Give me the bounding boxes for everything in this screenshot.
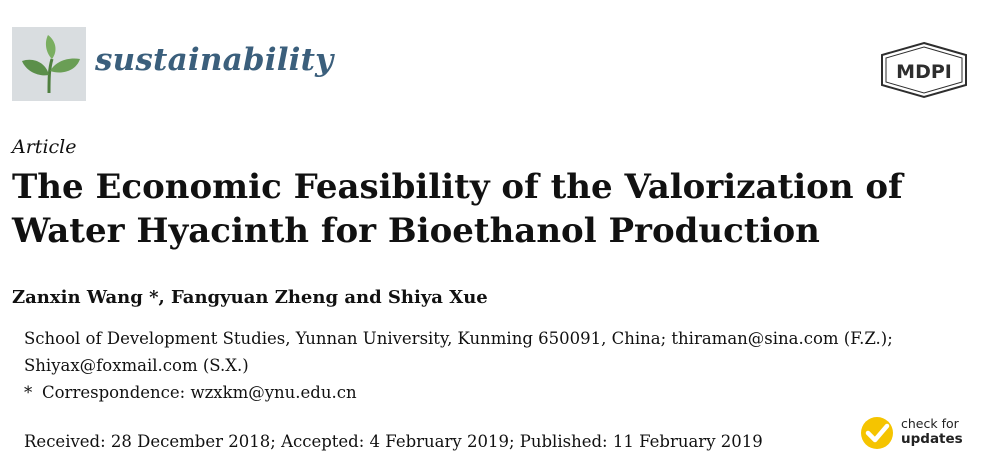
mdpi-hexagon-logo: [878, 41, 970, 99]
affiliation-line: Shiyax@foxmail.com (S.X.): [24, 356, 249, 375]
correspondence-marker: *: [24, 383, 33, 402]
author-list: Zanxin Wang *, Fangyuan Zheng and Shiya Xue: [12, 287, 488, 308]
checkmark-badge-icon: [859, 415, 895, 451]
article-type: Article: [12, 136, 77, 158]
mdpi-logo: [878, 41, 970, 99]
article-title: The Economic Feasibility of the Valorization of Water Hyacinth for Bioethanol Production: [12, 167, 903, 251]
check-for-label: check for: [901, 416, 959, 431]
journal-logo: [12, 27, 86, 101]
publication-dates: Received: 28 December 2018; Accepted: 4 February 2019; Published: 11 February 2019: [24, 432, 763, 451]
journal-name: sustainability: [95, 42, 334, 78]
affiliation-block: [24, 325, 929, 406]
seedling-icon: [12, 27, 86, 101]
correspondence-text: Correspondence: wzxkm@ynu.edu.cn: [42, 383, 357, 402]
check-for-updates-badge[interactable]: [859, 414, 977, 454]
correspondence-line: [24, 379, 929, 406]
affiliation-line: School of Development Studies, Yunnan University, Kunming 650091, China; thiraman@sina.com (F.Z.);: [24, 329, 893, 348]
publisher-name: MDPI: [896, 61, 952, 83]
updates-label: updates: [901, 431, 963, 447]
